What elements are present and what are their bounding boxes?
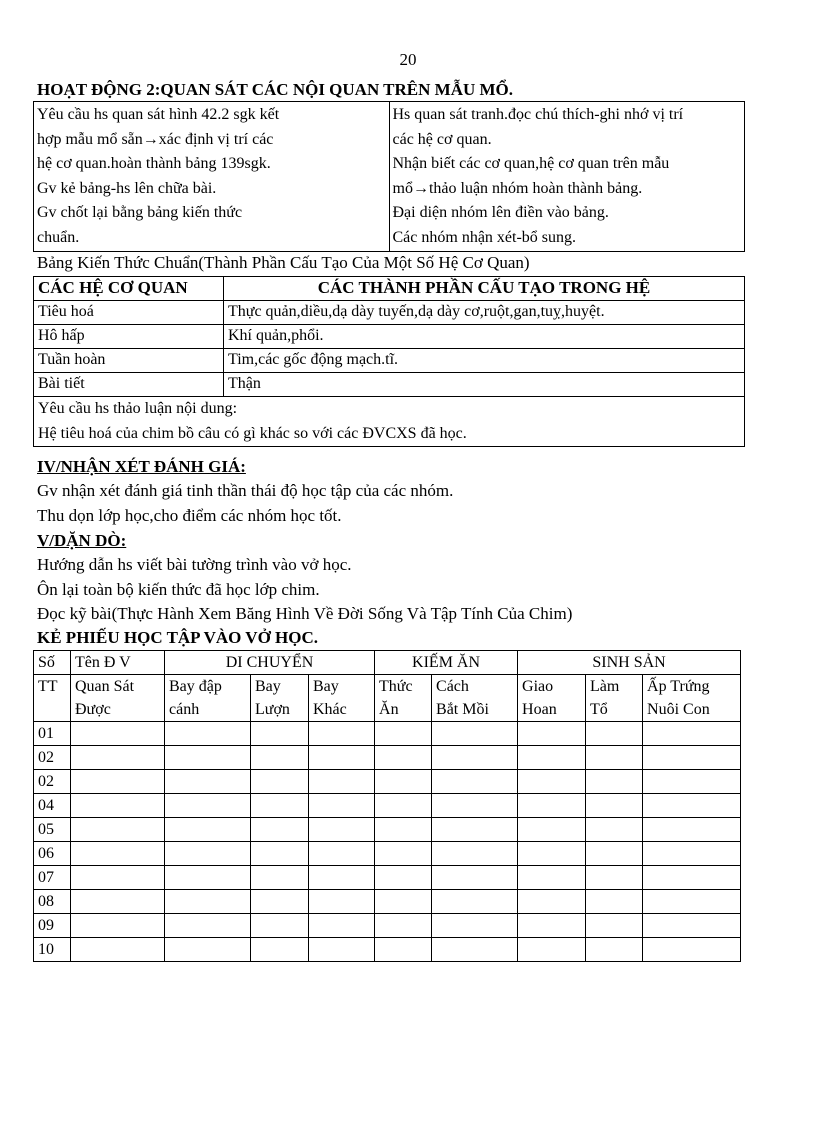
- worksheet-empty-cell: [432, 746, 518, 770]
- student-line: Các nhóm nhận xét-bổ sung.: [392, 228, 577, 246]
- worksheet-sub-header: Giao: [518, 675, 586, 699]
- worksheet-empty-cell: [251, 770, 309, 794]
- organ-system-cell: Tuần hoàn: [34, 349, 224, 373]
- components-cell: Thận: [224, 373, 745, 397]
- worksheet-empty-cell: [375, 818, 432, 842]
- table-row: [34, 349, 745, 373]
- worksheet-empty-cell: [309, 914, 375, 938]
- components-cell: Thực quản,diều,dạ dày tuyến,dạ dày cơ,ruột,gan,tuỵ,huyệt.: [224, 301, 745, 325]
- worksheet-empty-cell: [586, 770, 643, 794]
- worksheet-empty-cell: [518, 746, 586, 770]
- worksheet-empty-cell: [643, 914, 741, 938]
- components-cell: Tim,các gốc động mạch.tĩ.: [224, 349, 745, 373]
- worksheet-row-number: 06: [34, 842, 71, 866]
- teacher-line: Yêu cầu hs quan sát hình 42.2 sgk kết: [37, 106, 280, 123]
- worksheet-empty-cell: [432, 794, 518, 818]
- worksheet-empty-cell: [643, 842, 741, 866]
- worksheet-empty-cell: [518, 770, 586, 794]
- worksheet-header-name: Tên Đ V: [71, 651, 165, 675]
- section-iv-title: IV/NHẬN XÉT ĐÁNH GIÁ:: [37, 457, 246, 476]
- discussion-line: Yêu cầu hs thảo luận nội dung:: [38, 400, 238, 417]
- worksheet-empty-cell: [71, 770, 165, 794]
- worksheet-empty-cell: [375, 770, 432, 794]
- table-row: [34, 373, 745, 397]
- organ-system-cell: Hô hấp: [34, 325, 224, 349]
- worksheet-row-number: 09: [34, 914, 71, 938]
- worksheet-empty-cell: [71, 746, 165, 770]
- worksheet-header-tt: TT: [34, 675, 71, 699]
- worksheet-sub-header: Làm: [586, 675, 643, 699]
- table-row: [34, 722, 741, 746]
- worksheet-empty-cell: [251, 890, 309, 914]
- worksheet-empty-cell: [309, 794, 375, 818]
- worksheet-sub-header: Nuôi Con: [643, 698, 741, 722]
- worksheet-sub-header: Khác: [309, 698, 375, 722]
- worksheet-row-number: 05: [34, 818, 71, 842]
- section-v-line: Đọc kỹ bài(Thực Hành Xem Băng Hình Về Đời Sống Và Tập Tính Của Chim): [37, 604, 573, 623]
- worksheet-empty-cell: [309, 746, 375, 770]
- worksheet-empty-cell: [71, 818, 165, 842]
- organ-system-cell: Bài tiết: [34, 373, 224, 397]
- worksheet-row-number: 02: [34, 746, 71, 770]
- worksheet-empty-cell: [251, 866, 309, 890]
- section-v-title: V/DẶN DÒ:: [37, 531, 127, 550]
- worksheet-empty-cell: [432, 842, 518, 866]
- discussion-line: Hệ tiêu hoá của chim bồ câu có gì khác so với các ĐVCXS đã học.: [38, 424, 467, 442]
- worksheet-sub-header: Thức: [375, 675, 432, 699]
- worksheet-empty-cell: [375, 914, 432, 938]
- student-line: Đại diện nhóm lên điền vào bảng.: [392, 204, 609, 221]
- worksheet-empty-cell: [586, 722, 643, 746]
- activity-table: [33, 101, 745, 252]
- worksheet-row-number: 02: [34, 770, 71, 794]
- worksheet-empty-cell: [518, 842, 586, 866]
- table-row: [34, 818, 741, 842]
- worksheet-empty-cell: [432, 938, 518, 962]
- worksheet-empty-cell: [309, 842, 375, 866]
- worksheet-empty-cell: [643, 890, 741, 914]
- worksheet-title: KẺ PHIẾU HỌC TẬP VÀO VỞ HỌC.: [37, 628, 319, 647]
- worksheet-group-reproduction: SINH SẢN: [518, 651, 741, 675]
- worksheet-empty-cell: [375, 938, 432, 962]
- worksheet-sub-header: Lượn: [251, 698, 309, 722]
- worksheet-sub-header: Hoan: [518, 698, 586, 722]
- worksheet-empty-cell: [518, 866, 586, 890]
- worksheet-empty-cell: [71, 842, 165, 866]
- table-row: [34, 301, 745, 325]
- worksheet-empty-cell: [165, 770, 251, 794]
- worksheet-empty-cell: [309, 938, 375, 962]
- worksheet-empty-cell: [643, 746, 741, 770]
- teacher-line: Gv chốt lại bằng bảng kiến thức: [37, 204, 243, 221]
- worksheet-empty-cell: [643, 770, 741, 794]
- knowledge-header-organ-system: CÁC HỆ CƠ QUAN: [34, 277, 224, 301]
- student-line: Nhận biết các cơ quan,hệ cơ quan trên mẫu: [392, 155, 670, 172]
- worksheet-empty-cell: [432, 818, 518, 842]
- knowledge-header-components: CÁC THÀNH PHẦN CẤU TẠO TRONG HỆ: [224, 277, 745, 301]
- worksheet-empty-cell: [251, 722, 309, 746]
- worksheet-table: [33, 650, 741, 962]
- worksheet-empty-cell: [586, 746, 643, 770]
- table-row: [34, 890, 741, 914]
- worksheet-sub-header: Bay: [251, 675, 309, 699]
- worksheet-empty-cell: [309, 890, 375, 914]
- worksheet-empty-cell: [586, 794, 643, 818]
- worksheet-empty-cell: [432, 914, 518, 938]
- student-line: mổ→thảo luận nhóm hoàn thành bảng.: [392, 179, 643, 197]
- teacher-activity-cell: [34, 102, 390, 252]
- teacher-line: Gv kẻ bảng-hs lên chữa bài.: [37, 179, 217, 197]
- knowledge-table: [33, 276, 745, 447]
- worksheet-empty-cell: [586, 866, 643, 890]
- worksheet-empty-cell: [586, 938, 643, 962]
- worksheet-empty-cell: [432, 770, 518, 794]
- activity-heading: HOẠT ĐỘNG 2:QUAN SÁT CÁC NỘI QUAN TRÊN MẪU MỔ.: [37, 80, 514, 99]
- worksheet-empty-cell: [586, 842, 643, 866]
- worksheet-empty-cell: [165, 914, 251, 938]
- worksheet-sub-header: Ấp Trứng: [643, 675, 741, 699]
- section-iv-line: Gv nhận xét đánh giá tinh thần thái độ học tập của các nhóm.: [37, 481, 454, 500]
- worksheet-empty-cell: [71, 890, 165, 914]
- worksheet-header-blank: [34, 698, 71, 722]
- student-activity-cell: [389, 102, 745, 252]
- worksheet-empty-cell: [375, 794, 432, 818]
- worksheet-empty-cell: [165, 890, 251, 914]
- worksheet-empty-cell: [432, 866, 518, 890]
- teacher-line: hợp mẫu mổ sẵn→xác định vị trí các: [37, 130, 274, 148]
- section-v-line: Ôn lại toàn bộ kiến thức đã học lớp chim.: [37, 580, 320, 599]
- worksheet-empty-cell: [643, 722, 741, 746]
- worksheet-group-movement: DI CHUYỂN: [165, 651, 375, 675]
- worksheet-row-number: 08: [34, 890, 71, 914]
- worksheet-empty-cell: [309, 770, 375, 794]
- worksheet-sub-header: Bay đập: [165, 675, 251, 699]
- worksheet-empty-cell: [251, 842, 309, 866]
- worksheet-empty-cell: [71, 938, 165, 962]
- table-row: [34, 746, 741, 770]
- worksheet-sub-header: Tổ: [586, 698, 643, 722]
- worksheet-empty-cell: [643, 866, 741, 890]
- worksheet-empty-cell: [586, 890, 643, 914]
- worksheet-empty-cell: [71, 866, 165, 890]
- components-cell: Khí quản,phổi.: [224, 325, 745, 349]
- worksheet-empty-cell: [71, 914, 165, 938]
- worksheet-empty-cell: [518, 818, 586, 842]
- worksheet-empty-cell: [251, 746, 309, 770]
- knowledge-table-title: Bảng Kiến Thức Chuẩn(Thành Phần Cấu Tạo Của Một Số Hệ Cơ Quan): [37, 253, 530, 272]
- worksheet-empty-cell: [375, 722, 432, 746]
- student-line: Hs quan sát tranh.đọc chú thích-ghi nhớ vị trí: [392, 106, 684, 123]
- worksheet-empty-cell: [586, 818, 643, 842]
- worksheet-group-feeding: KIẾM ĂN: [375, 651, 518, 675]
- worksheet-empty-cell: [375, 890, 432, 914]
- discussion-cell: [34, 397, 745, 447]
- worksheet-empty-cell: [432, 890, 518, 914]
- worksheet-empty-cell: [165, 842, 251, 866]
- worksheet-empty-cell: [518, 794, 586, 818]
- worksheet-row-number: 07: [34, 866, 71, 890]
- table-row: [34, 842, 741, 866]
- worksheet-header-so: Số: [34, 651, 71, 675]
- worksheet-empty-cell: [165, 746, 251, 770]
- worksheet-empty-cell: [251, 938, 309, 962]
- worksheet-empty-cell: [375, 842, 432, 866]
- teacher-line: hệ cơ quan.hoàn thành bảng 139sgk.: [37, 155, 271, 172]
- worksheet-empty-cell: [643, 938, 741, 962]
- table-row: [34, 914, 741, 938]
- worksheet-sub-header: Ăn: [375, 698, 432, 722]
- worksheet-empty-cell: [375, 866, 432, 890]
- table-row: [34, 866, 741, 890]
- worksheet-row-number: 01: [34, 722, 71, 746]
- section-v-line: Hướng dẫn hs viết bài tường trình vào vở học.: [37, 555, 352, 574]
- worksheet-sub-header: cánh: [165, 698, 251, 722]
- worksheet-empty-cell: [165, 722, 251, 746]
- table-row: [34, 770, 741, 794]
- worksheet-empty-cell: [71, 722, 165, 746]
- worksheet-sub-header: Cách: [432, 675, 518, 699]
- worksheet-header-name-2: Quan Sát: [71, 675, 165, 699]
- worksheet-empty-cell: [71, 794, 165, 818]
- worksheet-empty-cell: [375, 746, 432, 770]
- worksheet-empty-cell: [165, 866, 251, 890]
- worksheet-empty-cell: [165, 818, 251, 842]
- worksheet-empty-cell: [432, 722, 518, 746]
- worksheet-empty-cell: [518, 722, 586, 746]
- worksheet-empty-cell: [251, 914, 309, 938]
- table-row: [34, 938, 741, 962]
- worksheet-empty-cell: [165, 938, 251, 962]
- worksheet-empty-cell: [251, 794, 309, 818]
- worksheet-empty-cell: [643, 818, 741, 842]
- worksheet-empty-cell: [643, 794, 741, 818]
- worksheet-empty-cell: [251, 818, 309, 842]
- page-number: 20: [399, 50, 417, 69]
- worksheet-sub-header: Bay: [309, 675, 375, 699]
- worksheet-header-name-3: Được: [71, 698, 165, 722]
- table-row: [34, 325, 745, 349]
- worksheet-empty-cell: [309, 818, 375, 842]
- section-iv-line: Thu dọn lớp học,cho điểm các nhóm học tốt.: [37, 506, 342, 525]
- worksheet-row-number: 10: [34, 938, 71, 962]
- worksheet-empty-cell: [586, 914, 643, 938]
- worksheet-empty-cell: [518, 890, 586, 914]
- worksheet-empty-cell: [518, 914, 586, 938]
- student-line: các hệ cơ quan.: [392, 130, 492, 148]
- worksheet-empty-cell: [309, 722, 375, 746]
- worksheet-empty-cell: [518, 938, 586, 962]
- table-row: [34, 794, 741, 818]
- worksheet-row-number: 04: [34, 794, 71, 818]
- organ-system-cell: Tiêu hoá: [34, 301, 224, 325]
- worksheet-empty-cell: [165, 794, 251, 818]
- teacher-line: chuẩn.: [37, 228, 80, 246]
- worksheet-empty-cell: [309, 866, 375, 890]
- worksheet-sub-header: Bắt Mồi: [432, 698, 518, 722]
